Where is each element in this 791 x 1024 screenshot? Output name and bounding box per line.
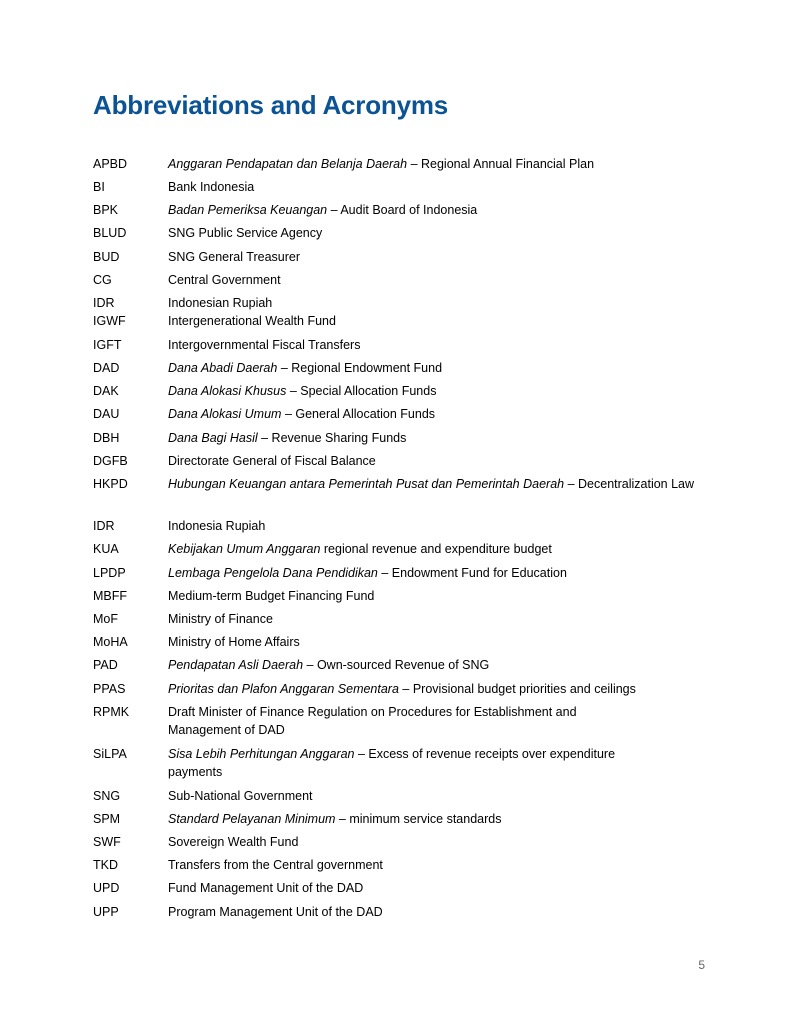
- abbreviation-term: DAU: [93, 407, 120, 421]
- definition-italic: Sisa Lebih Perhitungan Anggaran: [168, 747, 355, 761]
- abbreviation-definition: [168, 633, 713, 651]
- abbreviation-term: CG: [93, 273, 112, 287]
- definition-text: Sovereign Wealth Fund: [168, 835, 299, 849]
- definition-text: – Revenue Sharing Funds: [257, 431, 407, 445]
- abbreviation-term: PAD: [93, 658, 118, 672]
- definition-text: Ministry of Home Affairs: [168, 635, 300, 649]
- abbreviation-definition: [168, 248, 713, 266]
- definition-italic: Badan Pemeriksa Keuangan: [168, 203, 328, 217]
- definition-text: – Own-sourced Revenue of SNG: [303, 658, 490, 672]
- definition-text: Bank Indonesia: [168, 180, 255, 194]
- definition-text: – Provisional budget priorities and ceilings: [398, 682, 636, 696]
- abbreviation-term: DAD: [93, 361, 120, 375]
- definition-text: Fund Management Unit of the DAD: [168, 881, 364, 895]
- abbreviation-term: BPK: [93, 203, 119, 217]
- definition-italic: Dana Abadi Daerah: [168, 361, 278, 375]
- abbreviation-definition: [168, 359, 713, 377]
- abbreviation-definition: [168, 294, 713, 312]
- definition-text: Sub-National Government: [168, 789, 313, 803]
- definition-text: – Regional Annual Financial Plan: [407, 157, 595, 171]
- page-title: Abbreviations and Acronyms: [93, 90, 449, 120]
- abbreviation-term: IDR: [93, 296, 115, 310]
- abbreviation-definition: [168, 312, 713, 330]
- abbreviation-definition: [168, 879, 713, 897]
- abbreviation-term: KUA: [93, 542, 119, 556]
- definition-text: Draft Minister of Finance Regulation on Procedures for Establishment and Management of DAD: [168, 705, 577, 737]
- definition-text: Transfers from the Central government: [168, 858, 383, 872]
- abbreviation-term: UPD: [93, 881, 120, 895]
- abbreviation-definition: [168, 610, 713, 628]
- abbreviation-definition: [168, 856, 713, 874]
- abbreviation-definition: [168, 382, 713, 400]
- abbreviation-term: SiLPA: [93, 747, 127, 761]
- abbreviation-definition: [168, 587, 713, 605]
- abbreviation-definition: [168, 656, 713, 674]
- abbreviation-term: DBH: [93, 431, 120, 445]
- abbreviation-term: PPAS: [93, 682, 126, 696]
- abbreviation-definition: [168, 178, 713, 196]
- abbreviation-definition: [168, 540, 713, 558]
- definition-text: – Audit Board of Indonesia: [327, 203, 478, 217]
- definition-text: Central Government: [168, 273, 281, 287]
- abbreviation-term: SNG: [93, 789, 121, 803]
- definition-text: Indonesian Rupiah: [168, 296, 273, 310]
- abbreviation-term: BLUD: [93, 226, 127, 240]
- abbreviation-definition: [168, 452, 713, 470]
- abbreviation-term: HKPD: [93, 477, 128, 491]
- abbreviation-term: MoHA: [93, 635, 128, 649]
- abbreviation-definition: [168, 680, 713, 698]
- definition-text: Intergenerational Wealth Fund: [168, 314, 336, 328]
- abbreviation-term: SWF: [93, 835, 121, 849]
- abbreviation-definition: [168, 745, 643, 781]
- page-number: 5: [698, 958, 705, 972]
- definition-italic: Kebijakan Umum Anggaran: [168, 542, 321, 556]
- definition-text: Program Management Unit of the DAD: [168, 905, 383, 919]
- abbreviation-definition: [168, 833, 713, 851]
- definition-text: Intergovernmental Fiscal Transfers: [168, 338, 361, 352]
- abbreviation-term: IGFT: [93, 338, 122, 352]
- definition-italic: Lembaga Pengelola Dana Pendidikan: [168, 566, 378, 580]
- definition-text: SNG Public Service Agency: [168, 226, 323, 240]
- abbreviation-term: TKD: [93, 858, 118, 872]
- abbreviation-term: LPDP: [93, 566, 126, 580]
- definition-text: Medium-term Budget Financing Fund: [168, 589, 375, 603]
- abbreviation-term: MBFF: [93, 589, 128, 603]
- definition-text: – Special Allocation Funds: [286, 384, 437, 398]
- abbreviation-definition: [168, 271, 713, 289]
- abbreviation-definition: [168, 517, 713, 535]
- definition-text: Ministry of Finance: [168, 612, 273, 626]
- abbreviation-definition: [168, 787, 713, 805]
- definition-text: – Regional Endowment Fund: [277, 361, 443, 375]
- abbreviation-definition: [168, 429, 713, 447]
- definition-text: regional revenue and expenditure budget: [320, 542, 552, 556]
- abbreviation-term: UPP: [93, 905, 119, 919]
- abbreviation-definition: [168, 903, 713, 921]
- abbreviation-definition: [168, 564, 713, 582]
- definition-italic: Pendapatan Asli Daerah: [168, 658, 304, 672]
- abbreviation-definition: [168, 336, 713, 354]
- abbreviation-term: DAK: [93, 384, 119, 398]
- definition-text: – minimum service standards: [335, 812, 502, 826]
- abbreviation-term: APBD: [93, 157, 128, 171]
- abbreviation-definition: [168, 810, 713, 828]
- abbreviation-term: SPM: [93, 812, 121, 826]
- definition-italic: Standard Pelayanan Minimum: [168, 812, 336, 826]
- abbreviation-term: BUD: [93, 250, 120, 264]
- abbreviation-term: IDR: [93, 519, 115, 533]
- definition-text: – General Allocation Funds: [281, 407, 436, 421]
- definition-italic: Dana Bagi Hasil: [168, 431, 258, 445]
- abbreviation-definition: [168, 475, 713, 493]
- definition-text: Directorate General of Fiscal Balance: [168, 454, 376, 468]
- definition-text: – Excess of revenue receipts over expenditure payments: [168, 747, 616, 779]
- abbreviation-term: MoF: [93, 612, 118, 626]
- definition-italic: Hubungan Keuangan antara Pemerintah Pusat dan Pemerintah Daerah: [168, 477, 565, 491]
- definition-italic: Dana Alokasi Umum: [168, 407, 282, 421]
- definition-text: Indonesia Rupiah: [168, 519, 266, 533]
- abbreviation-definition: [168, 224, 713, 242]
- abbreviation-definition: [168, 405, 713, 423]
- definition-italic: Prioritas dan Plafon Anggaran Sementara: [168, 682, 399, 696]
- definition-italic: Anggaran Pendapatan dan Belanja Daerah: [168, 157, 408, 171]
- definition-text: SNG General Treasurer: [168, 250, 300, 264]
- abbreviation-term: DGFB: [93, 454, 128, 468]
- abbreviation-definition: [168, 155, 713, 173]
- abbreviation-term: IGWF: [93, 314, 126, 328]
- abbreviation-definition: [168, 703, 608, 739]
- definition-text: – Decentralization Law: [564, 477, 695, 491]
- abbreviation-definition: [168, 201, 713, 219]
- abbreviation-term: BI: [93, 180, 105, 194]
- definition-italic: Dana Alokasi Khusus: [168, 384, 287, 398]
- definition-text: – Endowment Fund for Education: [377, 566, 567, 580]
- abbreviation-term: RPMK: [93, 705, 130, 719]
